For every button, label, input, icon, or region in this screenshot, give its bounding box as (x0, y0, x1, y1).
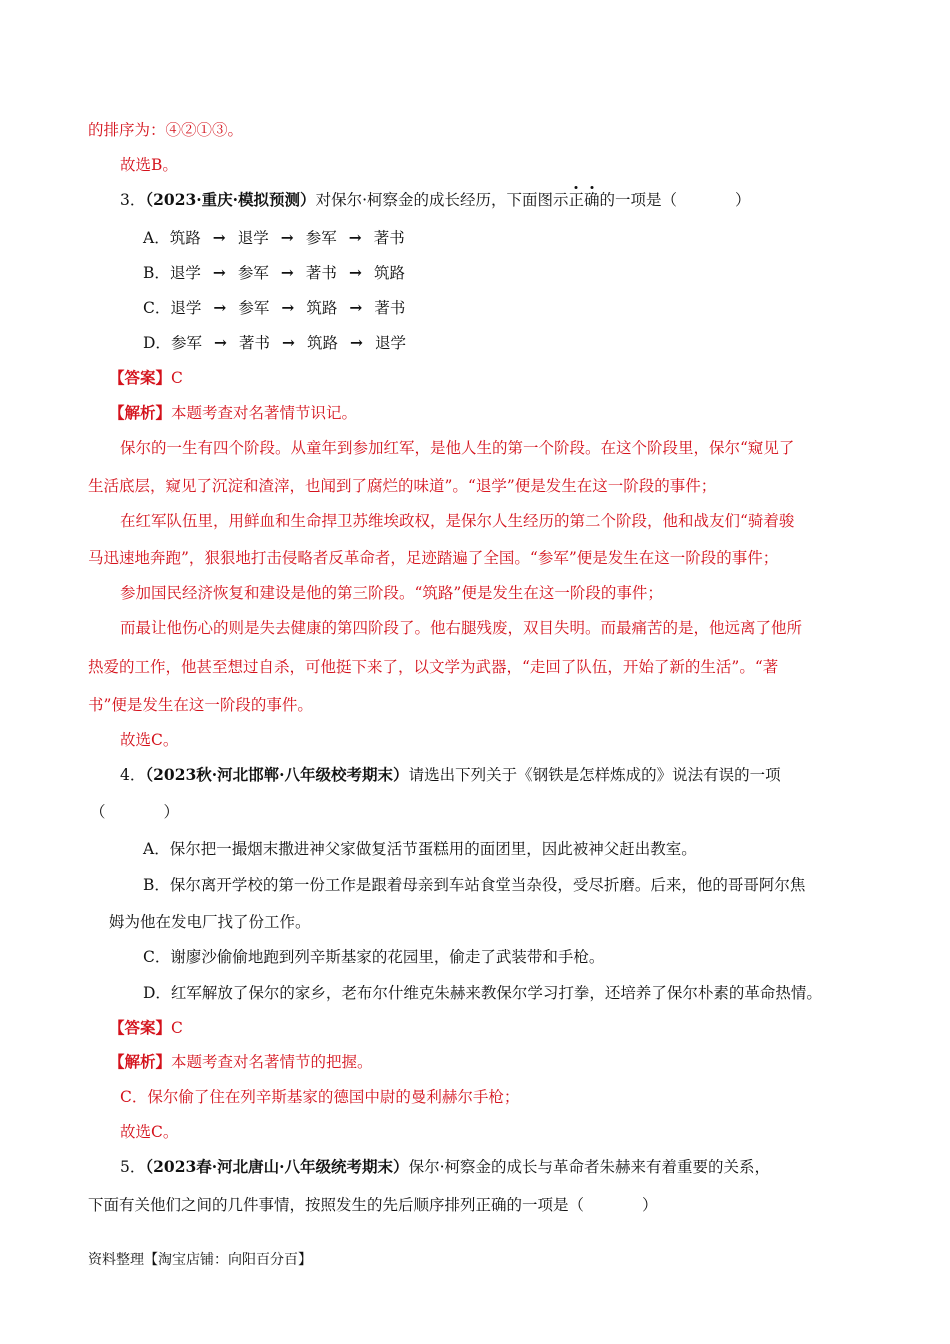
q3-para-4-line-2: 热爱的工作，他甚至想过自杀，可他挺下来了，以文学为武器，“走回了队伍，开始了新的生活”。“著 (88, 658, 779, 676)
option-label: C． (143, 299, 171, 317)
q3-para-4-line-3: 书”便是发生在这一阶段的事件。 (88, 696, 313, 714)
step: 参军 (238, 299, 270, 317)
prev-answer-order: 的排序为：④②①③。 (88, 121, 244, 139)
q4-stem-text: 请选出下列关于《钢铁是怎样炼成的》说法有误的一项 (408, 766, 781, 784)
q3-choose: 故选C。 (120, 731, 179, 749)
q4-option-a: A．保尔把一撮烟末撒进神父家做复活节蛋糕用的面团里，因此被神父赶出教室。 (143, 840, 697, 858)
q5-number: 5． (120, 1158, 146, 1176)
step: 退学 (374, 334, 406, 352)
step: 著书 (238, 334, 270, 352)
step: 退学 (169, 264, 201, 282)
q3-stem (120, 188, 751, 210)
q5-stem-text-2: 下面有关他们之间的几件事情，按照发生的先后顺序排列正确的一项是（ (88, 1196, 585, 1214)
paren-close: ） (163, 803, 180, 821)
step: 著书 (305, 264, 337, 282)
step: 参军 (170, 334, 202, 352)
page-footer: 资料整理【淘宝店铺：向阳百分百】 (88, 1252, 312, 1268)
q4-option-d: D．红军解放了保尔的家乡，老布尔什维克朱赫来教保尔学习打拳，还培养了保尔朴素的革命热情。 (143, 984, 822, 1002)
arrow-icon: → (281, 298, 295, 317)
paren-open: （ (90, 803, 106, 821)
prev-choose: 故选B。 (120, 156, 178, 174)
q5-stem-line-2 (88, 1193, 658, 1215)
step: 筑路 (306, 299, 338, 317)
q3-emphasis-2: 确 (584, 191, 600, 209)
q3-para-4-line-1: 而最让他伤心的则是失去健康的第四阶段了。他右腿残废，双目失明。而最痛苦的是，他远离了他所 (120, 619, 803, 637)
q3-stem-text: 对保尔·柯察金的成长经历，下面图示 (315, 191, 569, 209)
q4-number: 4． (120, 766, 146, 784)
q5-stem-line-1 (120, 1155, 770, 1177)
arrow-icon: → (349, 298, 363, 317)
arrow-icon: → (213, 298, 227, 317)
arrow-icon: → (348, 228, 362, 247)
arrow-icon: → (349, 333, 363, 352)
analysis-tag: 【解析】 (109, 1052, 172, 1071)
option-label: D． (143, 334, 171, 352)
q4-option-b-line-1: B．保尔离开学校的第一份工作是跟着母亲到车站食堂当杂役，受尽折磨。后来，他的哥哥阿尔焦 (143, 876, 806, 894)
option-label: B． (143, 264, 170, 282)
answer-tag: 【答案】 (109, 368, 172, 387)
q3-option-c (143, 296, 405, 318)
step: 退学 (170, 299, 202, 317)
arrow-icon: → (348, 263, 362, 282)
q3-number: 3． (120, 191, 146, 209)
step: 筑路 (306, 334, 338, 352)
q4-option-c: C．谢廖沙偷偷地跑到列辛斯基家的花园里，偷走了武装带和手枪。 (143, 948, 605, 966)
step: 参军 (305, 229, 337, 247)
arrow-icon: → (280, 228, 294, 247)
step: 筑路 (373, 264, 405, 282)
answer-value: C (171, 1019, 183, 1037)
answer-tag: 【答案】 (109, 1018, 172, 1037)
q5-stem-close: ） (642, 1196, 658, 1214)
q3-emphasis-1: 正 (568, 191, 585, 209)
step: 著书 (373, 229, 405, 247)
q3-para-1-line-2: 生活底层，窥见了沉淀和渣滓，也闻到了腐烂的味道”。“退学”便是发生在这一阶段的事件； (88, 477, 717, 495)
answer-value: C (171, 369, 183, 387)
arrow-icon: → (212, 263, 226, 282)
q4-paren (90, 800, 179, 822)
q4-choose: 故选C。 (120, 1123, 179, 1141)
analysis-text: 本题考查对名著情节识记。 (171, 404, 358, 422)
analysis-tag: 【解析】 (109, 403, 172, 422)
arrow-icon: → (212, 228, 226, 247)
option-label: A． (143, 229, 170, 247)
step: 著书 (374, 299, 406, 317)
q3-para-3: 参加国民经济恢复和建设是他的第三阶段。“筑路”便是发生在这一阶段的事件； (120, 584, 663, 602)
step: 退学 (237, 229, 269, 247)
q5-stem-text: 保尔·柯察金的成长与革命者朱赫来有着重要的关系， (408, 1158, 770, 1176)
q3-answer (109, 366, 183, 388)
q4-analysis (109, 1050, 373, 1072)
q4-source: （2023秋·河北邯郸·八年级校考期末） (145, 765, 409, 784)
q4-answer (109, 1016, 183, 1038)
q3-para-1-line-1: 保尔的一生有四个阶段。从童年到参加红军，是他人生的第一个阶段。在这个阶段里，保尔“窥见了 (120, 439, 795, 457)
q4-option-b-line-2: 姆为他在发电厂找了份工作。 (109, 913, 311, 931)
q3-para-2-line-1: 在红军队伍里，用鲜血和生命捍卫苏维埃政权，是保尔人生经历的第二个阶段，他和战友们“骑着骏 (120, 512, 795, 530)
q3-option-d (143, 331, 406, 353)
analysis-text: 本题考查对名著情节的把握。 (171, 1053, 373, 1071)
arrow-icon: → (280, 263, 294, 282)
q4-explain: C．保尔偷了住在列辛斯基家的德国中尉的曼利赫尔手枪； (120, 1088, 520, 1106)
arrow-icon: → (213, 333, 227, 352)
q3-stem-after: 的一项是（ (599, 191, 678, 209)
q3-para-2-line-2: 马迅速地奔跑”，狠狠地打击侵略者反革命者，足迹踏遍了全国。“参军”便是发生在这一阶段的事件； (88, 549, 779, 567)
q3-source: （2023·重庆·模拟预测） (145, 190, 316, 209)
arrow-icon: → (281, 333, 295, 352)
q3-option-a (143, 226, 405, 248)
step: 筑路 (169, 229, 201, 247)
q5-source: （2023春·河北唐山·八年级统考期末） (145, 1157, 409, 1176)
q3-analysis (109, 401, 357, 423)
q3-stem-close: ） (735, 191, 751, 209)
step: 参军 (237, 264, 269, 282)
q3-option-b (143, 261, 405, 283)
q4-stem (120, 763, 781, 785)
